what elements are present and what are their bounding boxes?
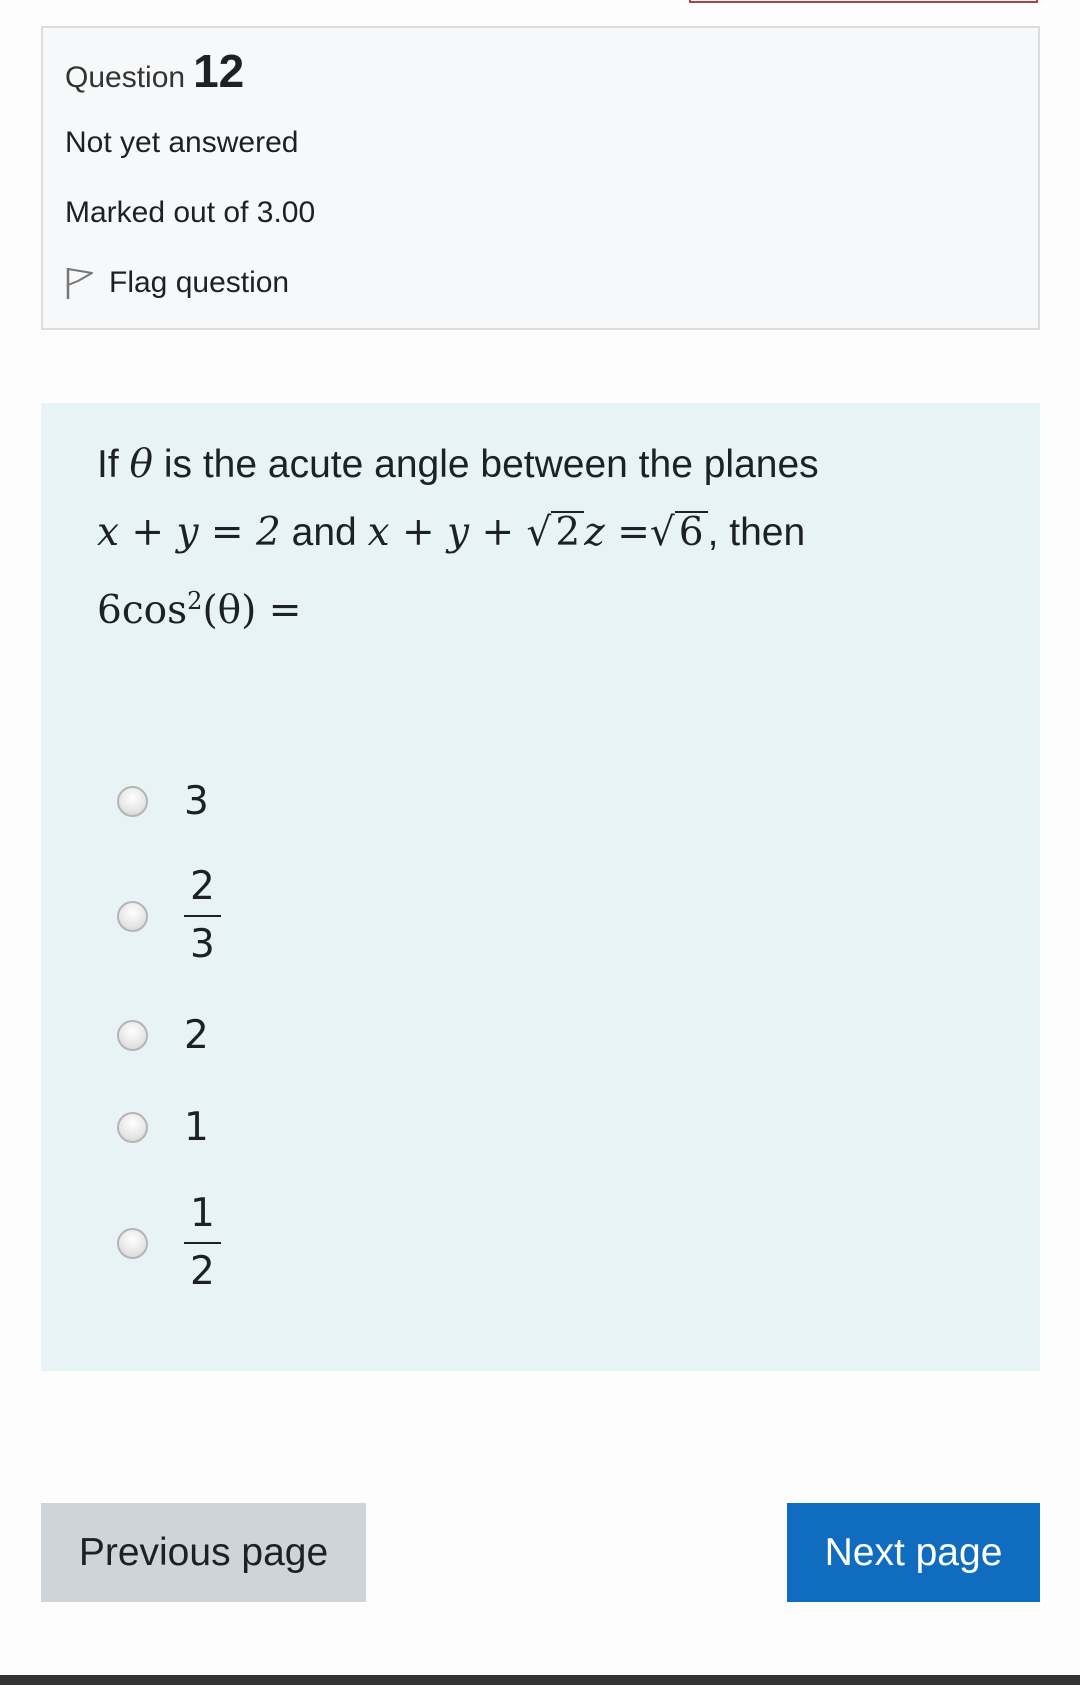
equals-sign: = (604, 510, 650, 555)
flag-question-link[interactable] (65, 266, 289, 300)
next-page-button[interactable]: Next page (787, 1503, 1040, 1602)
answer-option[interactable] (117, 1013, 209, 1058)
previous-question-edge (689, 0, 1038, 3)
expr-argument: (θ) (202, 588, 257, 633)
fraction-denominator: 2 (190, 1249, 215, 1294)
answer-radio[interactable] (117, 786, 148, 817)
answer-option[interactable] (117, 779, 209, 824)
text-then: , then (707, 511, 806, 554)
theta-symbol: θ (129, 442, 153, 487)
bottom-bar (0, 1675, 1080, 1685)
question-state: Not yet answered (65, 126, 299, 159)
expr-exponent: 2 (187, 587, 203, 615)
sqrt-sign-2: √ (649, 510, 675, 555)
sqrt-6-radicand: 6 (675, 511, 708, 553)
plane-2-prefix: x + y + (367, 510, 527, 555)
answer-option[interactable] (117, 1192, 221, 1294)
answer-label: 3 (184, 779, 209, 824)
answer-fraction (184, 865, 221, 967)
answer-radio[interactable] (117, 1020, 148, 1051)
text-mid: is the acute angle between the planes (163, 443, 819, 486)
answer-option[interactable] (117, 865, 221, 967)
plane-2-z: z (584, 510, 605, 555)
flag-question-label: Flag question (109, 266, 290, 299)
flag-icon (65, 266, 95, 300)
fraction-numerator: 2 (184, 865, 221, 917)
text-if: If (97, 443, 119, 486)
answer-radio[interactable] (117, 901, 148, 932)
answer-options (117, 403, 817, 1371)
question-label: Question (65, 61, 186, 94)
previous-page-button[interactable]: Previous page (41, 1503, 366, 1602)
plane-1-equation: x + y = 2 (97, 510, 281, 555)
text-and: and (291, 511, 357, 554)
question-grade: Marked out of 3.00 (65, 196, 316, 229)
sqrt-2-radicand: 2 (551, 511, 584, 553)
question-number-value: 12 (193, 45, 245, 97)
fraction-numerator: 1 (184, 1192, 221, 1244)
answer-label: 2 (184, 1013, 209, 1058)
answer-radio[interactable] (117, 1112, 148, 1143)
answer-fraction (184, 1192, 221, 1294)
answer-label: 1 (184, 1105, 209, 1150)
question-content-panel (41, 403, 1040, 1371)
expr-prefix: 6cos (97, 588, 188, 633)
question-info-panel (41, 26, 1040, 330)
expr-equals: = (256, 588, 302, 633)
answer-option[interactable] (117, 1105, 209, 1150)
answer-radio[interactable] (117, 1228, 148, 1259)
fraction-denominator: 3 (190, 922, 215, 967)
question-number (65, 44, 244, 98)
sqrt-sign: √ (526, 510, 552, 555)
